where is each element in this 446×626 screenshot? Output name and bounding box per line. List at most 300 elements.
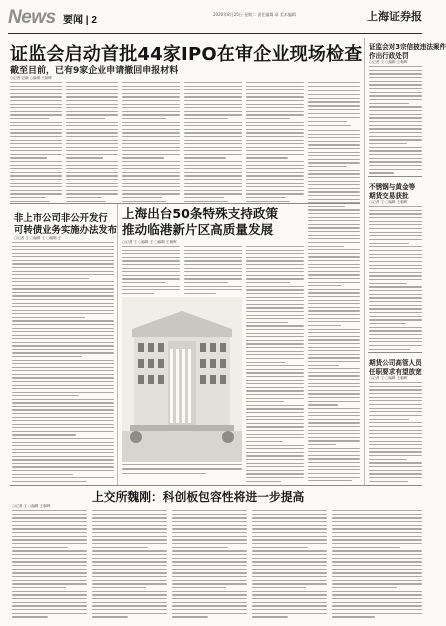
- text-line: [66, 122, 118, 123]
- text-line: [12, 591, 87, 592]
- text-line: [10, 154, 62, 155]
- text-line: [246, 466, 304, 467]
- text-line: [369, 415, 422, 416]
- text-line: [246, 264, 304, 265]
- text-line: [184, 114, 242, 115]
- text-line: [12, 558, 87, 559]
- text-line: [246, 129, 304, 130]
- text-line: [252, 550, 327, 551]
- text-line: [332, 532, 422, 533]
- text-line: [246, 419, 304, 420]
- text-line: [184, 186, 242, 187]
- text-line: [369, 213, 422, 214]
- center-headline: [122, 206, 314, 238]
- text-line: [308, 94, 360, 95]
- text-line: [12, 267, 114, 268]
- text-line: [122, 140, 180, 141]
- text-line: [369, 448, 422, 449]
- text-line: [332, 594, 422, 595]
- text-line: [12, 550, 87, 551]
- lead-body-col-4: [184, 82, 242, 202]
- text-line: [66, 132, 118, 133]
- text-line: [252, 609, 327, 610]
- text-line: [92, 550, 167, 551]
- text-line: [172, 609, 247, 610]
- text-line: [252, 514, 327, 515]
- text-line: [92, 554, 167, 555]
- text-line: [12, 388, 114, 389]
- text-line: [246, 293, 304, 294]
- text-line: [369, 228, 422, 229]
- text-line: [12, 466, 114, 467]
- text-line: [246, 246, 304, 247]
- text-line: [10, 201, 50, 202]
- text-line: [122, 250, 180, 251]
- text-line: [308, 329, 360, 330]
- text-line: [12, 281, 114, 282]
- text-line: [12, 602, 87, 603]
- text-line: [12, 583, 87, 584]
- text-line: [122, 172, 180, 173]
- text-line: [66, 89, 118, 90]
- text-line: [246, 408, 304, 409]
- text-line: [10, 197, 46, 198]
- text-line: [172, 561, 247, 562]
- text-line: [172, 514, 247, 515]
- text-line: [92, 532, 167, 533]
- text-line: [122, 154, 180, 155]
- text-line: [369, 221, 422, 222]
- text-line: [172, 536, 247, 537]
- text-line: [246, 307, 304, 308]
- text-line: [369, 235, 422, 236]
- text-line: [12, 349, 114, 350]
- text-line: [252, 576, 327, 577]
- text-line: [12, 525, 87, 526]
- text-line: [66, 129, 118, 130]
- text-line: [369, 279, 422, 280]
- text-line: [308, 231, 360, 232]
- column-rule-right: [364, 38, 365, 486]
- text-line: [308, 386, 360, 387]
- text-line: [369, 441, 422, 442]
- text-line: [308, 426, 360, 427]
- text-line: [332, 521, 422, 522]
- text-line: [369, 99, 422, 100]
- text-line: [369, 224, 422, 225]
- text-line: [92, 583, 167, 584]
- text-line: [246, 333, 304, 334]
- text-line: [246, 473, 304, 474]
- text-line: [308, 213, 360, 214]
- text-line: [308, 177, 360, 178]
- text-line: [10, 193, 62, 194]
- text-line: [12, 310, 114, 311]
- text-line: [184, 143, 242, 144]
- text-line: [92, 547, 148, 548]
- text-line: [184, 161, 242, 162]
- text-line: [122, 264, 180, 265]
- text-line: [172, 572, 247, 573]
- text-line: [308, 325, 341, 326]
- text-line: [172, 602, 247, 603]
- text-line: [308, 173, 360, 174]
- text-line: [332, 547, 400, 548]
- text-line: [92, 609, 167, 610]
- text-line: [369, 470, 422, 471]
- text-line: [246, 165, 304, 166]
- text-line: [10, 107, 62, 108]
- text-line: [308, 440, 360, 441]
- text-line: [66, 201, 106, 202]
- text-line: [184, 264, 242, 265]
- text-line: [10, 143, 62, 144]
- text-line: [369, 154, 422, 155]
- text-line: [369, 70, 422, 71]
- text-line: [92, 594, 167, 595]
- text-line: [184, 282, 228, 283]
- text-line: [369, 389, 422, 390]
- text-line: [172, 554, 247, 555]
- text-line: [308, 347, 360, 348]
- text-line: [10, 125, 62, 126]
- text-line: [246, 86, 304, 87]
- text-line: [12, 580, 87, 581]
- text-line: [332, 602, 422, 603]
- story-right-2-byline: ○记者 王 ○编辑 王朝晖: [369, 200, 408, 204]
- text-line: [369, 88, 422, 89]
- text-line: [12, 463, 114, 464]
- text-line: [308, 448, 360, 449]
- text-line: [252, 598, 327, 599]
- text-line: [66, 147, 118, 148]
- text-line: [122, 257, 180, 258]
- text-line: [172, 569, 247, 570]
- news-logo: News: [8, 7, 56, 28]
- text-line: [308, 318, 360, 319]
- text-line: [92, 602, 167, 603]
- text-line: [12, 449, 114, 450]
- text-line: [308, 130, 360, 131]
- text-line: [66, 179, 118, 180]
- text-line: [246, 282, 290, 283]
- text-line: [92, 539, 167, 540]
- text-line: [252, 561, 327, 562]
- text-line: [308, 105, 360, 106]
- text-line: [369, 125, 422, 126]
- text-line: [308, 235, 360, 236]
- text-line: [92, 587, 146, 588]
- story-right-3-headline-1: 期货公司高管人员: [369, 359, 422, 367]
- text-line: [66, 143, 118, 144]
- text-line: [252, 558, 327, 559]
- text-line: [308, 296, 360, 297]
- text-line: [122, 197, 162, 198]
- text-line: [246, 161, 304, 162]
- text-line: [332, 543, 422, 544]
- text-line: [12, 360, 114, 361]
- text-line: [308, 137, 360, 138]
- text-line: [246, 394, 304, 395]
- text-line: [252, 613, 327, 614]
- text-line: [122, 96, 180, 97]
- text-line: [172, 580, 247, 581]
- text-line: [332, 605, 422, 606]
- text-line: [10, 157, 47, 158]
- text-line: [172, 591, 247, 592]
- center-body-col-4: [308, 130, 360, 482]
- text-line: [12, 598, 87, 599]
- text-line: [246, 380, 304, 381]
- text-line: [246, 343, 304, 344]
- text-line: [308, 267, 360, 268]
- text-line: [369, 150, 422, 151]
- lead-body-col-2: [66, 82, 118, 202]
- text-line: [369, 243, 409, 244]
- text-line: [246, 268, 304, 269]
- text-line: [369, 382, 422, 383]
- text-line: [308, 271, 360, 272]
- text-line: [12, 299, 114, 300]
- text-line: [246, 329, 304, 330]
- text-line: [369, 147, 422, 148]
- text-line: [332, 510, 422, 511]
- text-line: [308, 343, 360, 344]
- text-line: [122, 136, 180, 137]
- text-line: [369, 297, 422, 298]
- text-line: [369, 106, 422, 107]
- text-line: [369, 290, 422, 291]
- text-line: [12, 605, 87, 606]
- text-line: [122, 122, 180, 123]
- text-line: [12, 288, 114, 289]
- text-line: [172, 521, 247, 522]
- text-line: [308, 458, 360, 459]
- text-line: [66, 165, 118, 166]
- text-line: [184, 93, 242, 94]
- text-line: [308, 412, 360, 413]
- text-line: [122, 278, 180, 279]
- text-line: [184, 197, 224, 198]
- text-line: [369, 250, 422, 251]
- text-line: [308, 361, 360, 362]
- text-line: [122, 114, 180, 115]
- text-line: [122, 147, 180, 148]
- story-right-2-headline-2: 期货交易获批: [369, 192, 409, 200]
- text-line: [92, 521, 167, 522]
- text-line: [246, 401, 284, 402]
- lead-body-col-1: [10, 82, 62, 202]
- text-line: [66, 161, 118, 162]
- text-line: [12, 521, 87, 522]
- text-line: [246, 179, 304, 180]
- text-line: [12, 547, 68, 548]
- text-line: [12, 431, 114, 432]
- text-line: [369, 341, 422, 342]
- text-line: [10, 172, 62, 173]
- text-line: [332, 591, 422, 592]
- text-line: [308, 148, 360, 149]
- text-line: [12, 274, 114, 275]
- text-line: [12, 328, 114, 329]
- text-line: [66, 168, 118, 169]
- text-line: [246, 354, 304, 355]
- text-line: [308, 195, 360, 196]
- text-line: [122, 150, 180, 151]
- text-line: [122, 100, 180, 101]
- text-line: [308, 462, 360, 463]
- text-line: [92, 598, 167, 599]
- text-line: [66, 157, 103, 158]
- text-line: [369, 404, 422, 405]
- text-line: [122, 193, 180, 194]
- lead-body-col-5: [246, 82, 304, 202]
- text-line: [369, 73, 422, 74]
- text-line: [172, 550, 247, 551]
- text-line: [184, 271, 242, 272]
- text-line: [12, 367, 114, 368]
- text-line: [184, 286, 242, 287]
- text-line: [308, 437, 360, 438]
- text-line: [12, 609, 87, 610]
- text-line: [246, 336, 304, 337]
- text-line: [184, 268, 242, 269]
- text-line: [246, 441, 283, 442]
- text-line: [369, 217, 422, 218]
- text-line: [92, 565, 167, 566]
- text-line: [12, 356, 82, 357]
- text-line: [308, 220, 360, 221]
- text-line: [369, 172, 394, 173]
- text-line: [10, 82, 62, 83]
- text-line: [246, 481, 281, 482]
- text-line: [184, 250, 242, 251]
- text-line: [12, 539, 87, 540]
- text-line: [122, 82, 180, 83]
- text-line: [66, 82, 118, 83]
- text-line: [369, 426, 422, 427]
- text-line: [332, 580, 422, 581]
- text-line: [184, 183, 242, 184]
- text-line: [184, 275, 242, 276]
- text-line: [184, 136, 242, 137]
- text-line: [184, 89, 242, 90]
- text-line: [308, 466, 360, 467]
- text-line: [246, 132, 304, 133]
- text-line: [184, 104, 242, 105]
- text-line: [308, 372, 360, 373]
- text-line: [332, 539, 422, 540]
- text-line: [12, 561, 87, 562]
- text-line: [246, 358, 304, 359]
- text-line: [246, 315, 304, 316]
- text-line: [172, 598, 247, 599]
- text-line: [308, 121, 347, 122]
- bottom-body-col-1: [12, 510, 87, 618]
- text-line: [308, 249, 360, 250]
- text-line: [246, 430, 304, 431]
- text-line: [369, 161, 422, 162]
- text-line: [332, 536, 422, 537]
- text-line: [92, 616, 128, 617]
- text-line: [184, 190, 242, 191]
- text-line: [246, 387, 304, 388]
- text-line: [332, 514, 422, 515]
- text-line: [246, 104, 304, 105]
- text-line: [12, 402, 114, 403]
- text-line: [172, 510, 247, 511]
- lead-body-col-6: [308, 82, 360, 126]
- text-line: [12, 392, 114, 393]
- building-illustration: [122, 297, 242, 462]
- text-line: [252, 547, 308, 548]
- text-line: [12, 613, 87, 614]
- text-line: [246, 140, 304, 141]
- text-line: [246, 107, 304, 108]
- text-line: [12, 292, 114, 293]
- text-line: [122, 275, 180, 276]
- text-line: [308, 433, 360, 434]
- text-line: [12, 427, 114, 428]
- text-line: [12, 474, 73, 475]
- text-line: [308, 184, 360, 185]
- text-line: [92, 605, 167, 606]
- photo-caption: [122, 464, 242, 474]
- text-line: [12, 320, 114, 321]
- text-line: [12, 572, 87, 573]
- text-line: [172, 616, 208, 617]
- text-line: [369, 110, 422, 111]
- text-line: [12, 481, 87, 482]
- text-line: [246, 437, 304, 438]
- text-line: [10, 136, 62, 137]
- text-line: [12, 424, 114, 425]
- text-line: [184, 172, 242, 173]
- text-line: [12, 342, 114, 343]
- text-line: [12, 256, 114, 257]
- text-line: [369, 84, 422, 85]
- text-line: [369, 455, 422, 456]
- text-line: [246, 253, 304, 254]
- text-line: [246, 416, 304, 417]
- text-line: [369, 462, 422, 463]
- text-line: [12, 576, 87, 577]
- text-line: [184, 111, 242, 112]
- text-line: [369, 257, 422, 258]
- text-line: [10, 140, 62, 141]
- text-line: [246, 260, 304, 261]
- text-line: [332, 517, 422, 518]
- center-byline: ○记者 王 ○编辑 王 ○编辑 王朝晖: [122, 240, 177, 244]
- text-line: [172, 583, 247, 584]
- text-line: [66, 186, 118, 187]
- text-line: [308, 408, 360, 409]
- text-line: [184, 86, 242, 87]
- text-line: [12, 253, 114, 254]
- text-line: [308, 278, 360, 279]
- text-line: [252, 532, 327, 533]
- text-line: [369, 338, 422, 339]
- text-line: [10, 89, 62, 90]
- text-line: [246, 175, 304, 176]
- text-line: [92, 517, 167, 518]
- text-line: [184, 107, 242, 108]
- text-line: [369, 316, 422, 317]
- text-line: [184, 82, 242, 83]
- text-line: [184, 246, 242, 247]
- text-line: [246, 325, 304, 326]
- text-line: [246, 452, 304, 453]
